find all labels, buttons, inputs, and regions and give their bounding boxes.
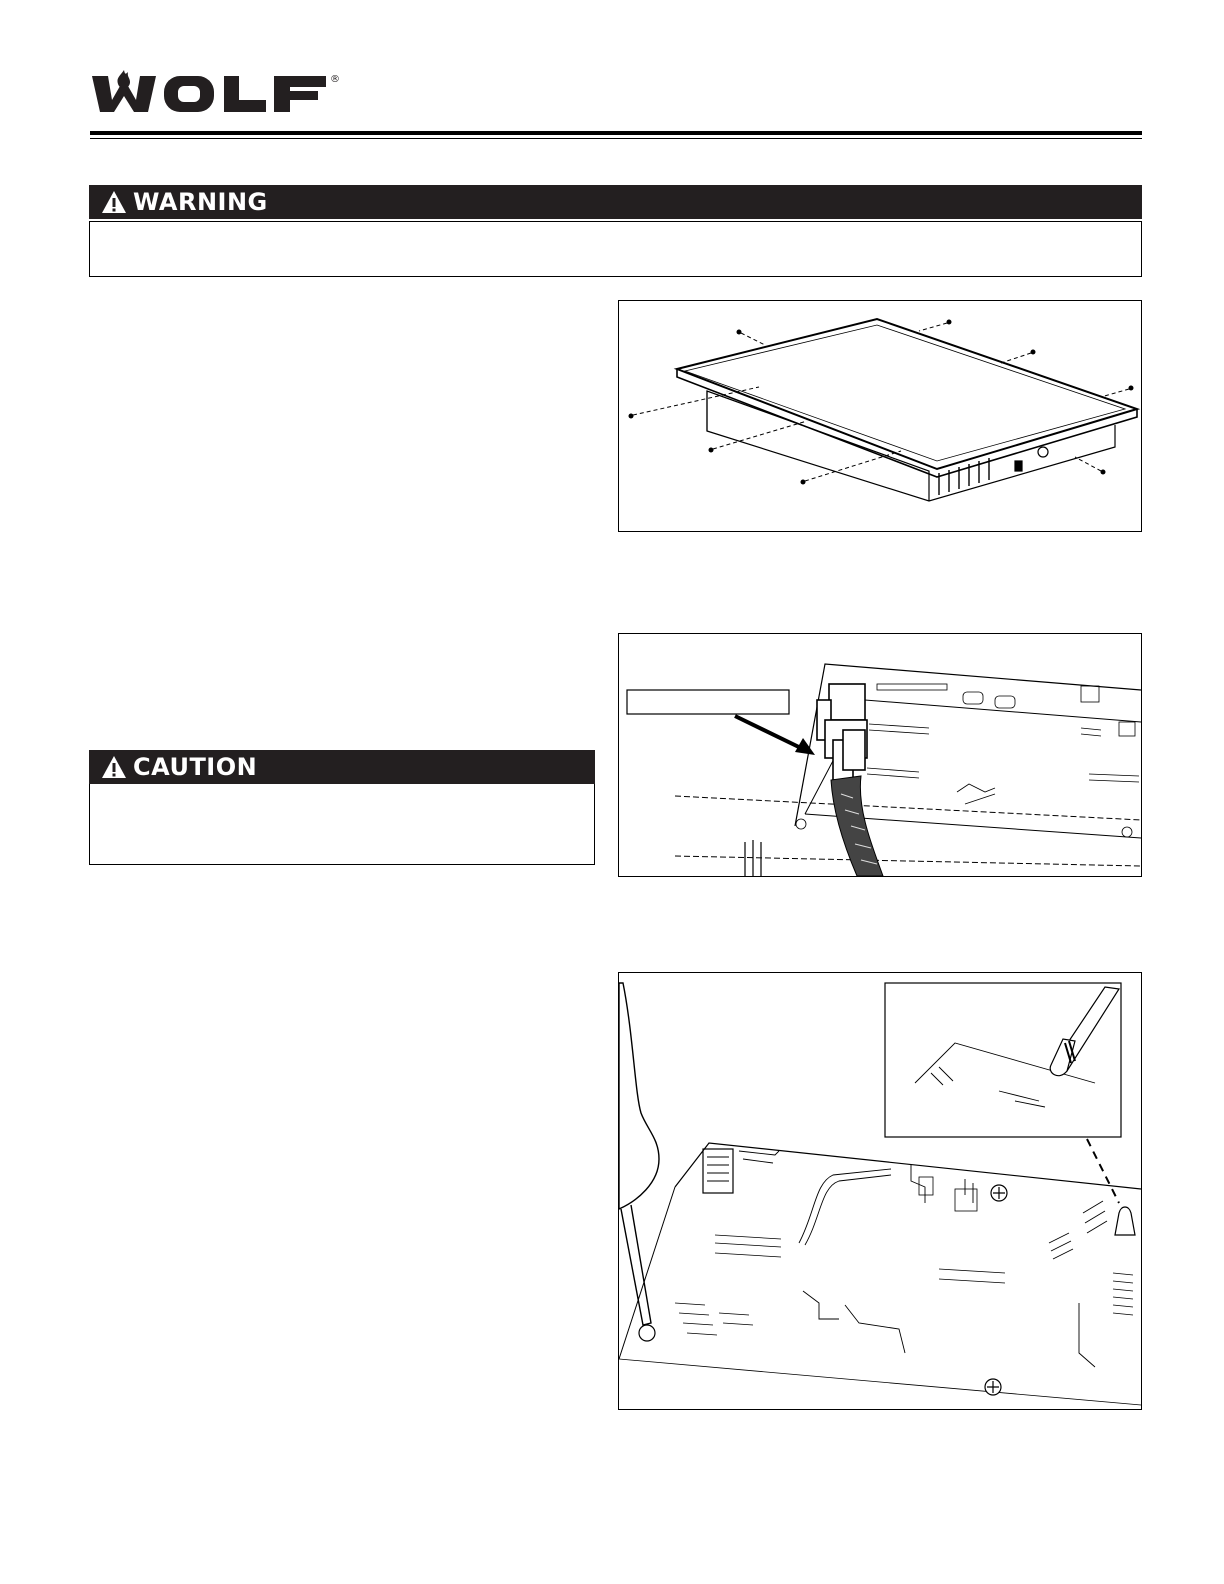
screw — [801, 480, 806, 485]
screw — [1031, 350, 1036, 355]
warning-banner — [89, 185, 1142, 219]
wire-bundle — [831, 776, 883, 876]
caution-label: CAUTION — [133, 753, 258, 781]
standoff — [639, 1325, 655, 1341]
control-board — [675, 1143, 1141, 1189]
screw — [947, 320, 952, 325]
screw — [629, 414, 634, 419]
warning-body — [89, 221, 1142, 277]
screw — [709, 448, 714, 453]
screw — [737, 330, 742, 335]
standoff-screws — [639, 1185, 1007, 1395]
callout-label-box — [627, 690, 789, 714]
board-traces — [739, 1151, 1107, 1367]
figure-control-board — [618, 972, 1142, 1410]
callout-arrow — [735, 716, 805, 750]
terminal-post — [1038, 447, 1048, 457]
figure-cooktop-screws — [618, 300, 1142, 532]
power-switch — [1015, 461, 1022, 471]
warning-label: WARNING — [133, 188, 268, 216]
screw — [1129, 386, 1134, 391]
warning-triangle-icon — [101, 190, 127, 214]
figure-wire-harness — [618, 633, 1142, 877]
caution-triangle-icon — [101, 755, 127, 779]
connector-plug — [817, 684, 867, 780]
registered-mark: ® — [330, 74, 340, 85]
header-rule — [90, 131, 1142, 135]
component-pads — [675, 1177, 1133, 1335]
standoff-clip — [1115, 1207, 1135, 1235]
wolf-logo — [90, 66, 350, 118]
inset-leader — [1087, 1139, 1119, 1203]
caution-body — [89, 784, 595, 865]
inset-detail-box — [885, 983, 1121, 1137]
cooktop-glass — [677, 319, 1137, 469]
caution-banner — [89, 750, 595, 784]
screwdriver-handle — [619, 983, 659, 1209]
screw — [1101, 470, 1106, 475]
header-rule-thin — [90, 138, 1142, 139]
